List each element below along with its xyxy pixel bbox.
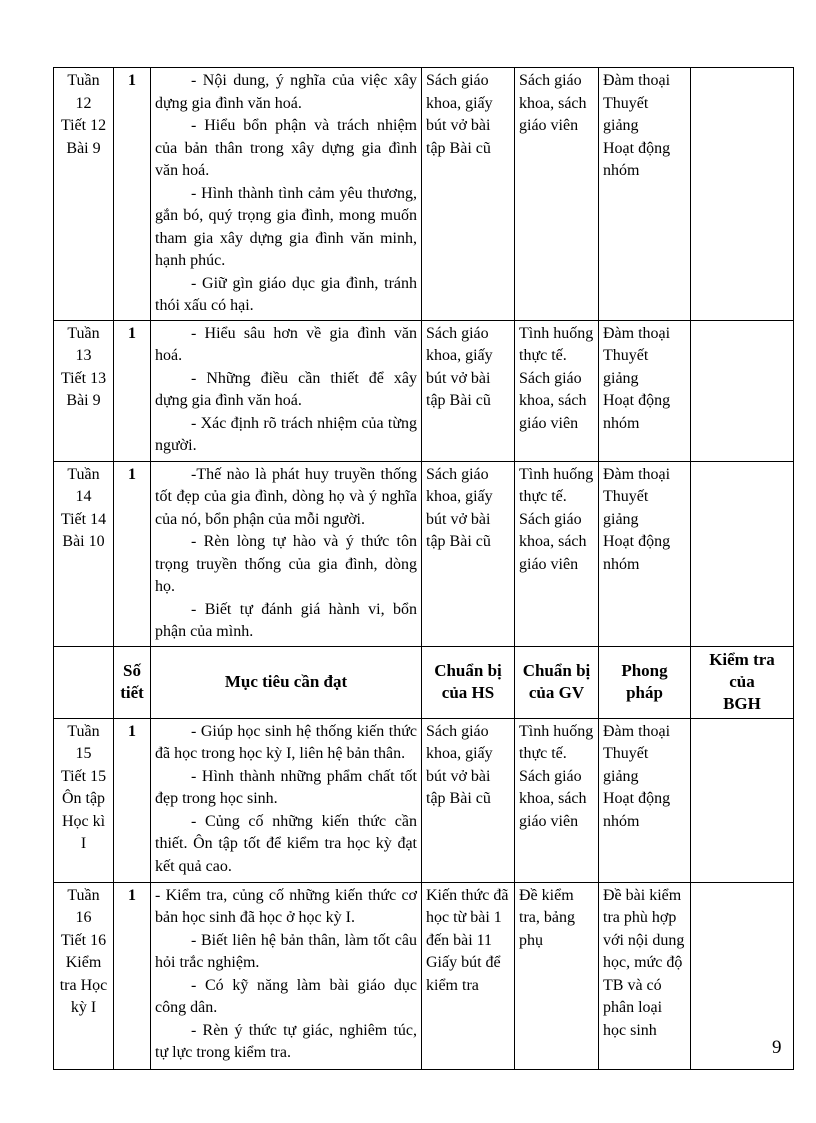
periods-cell: 1 <box>114 320 151 461</box>
objective-item: - Hiểu bổn phận và trách nhiệm của bản thân trong xây dựng gia đình văn hoá. <box>155 117 417 179</box>
objective-item: - Biết liên hệ bản thân, làm tốt câu hỏi trắc nghiệm. <box>155 931 417 971</box>
review-cell <box>691 461 794 646</box>
method-cell: Đàm thoại Thuyết giảng Hoạt động nhóm <box>599 461 691 646</box>
table-row <box>54 718 794 882</box>
periods-cell: 1 <box>114 882 151 1069</box>
objective-item: - Những điều cần thiết để xây dựng gia đình văn hoá. <box>155 369 417 409</box>
objective-item: - Giữ gìn giáo dục gia đình, tránh thói xấu có hại. <box>155 274 417 314</box>
week-cell: Tuần 15 Tiết 15 Ôn tập Học kì I <box>54 718 114 882</box>
objectives-cell <box>151 320 422 461</box>
header-week <box>54 646 114 718</box>
student-prep-cell: Sách giáo khoa, giấy bút vở bài tập Bài cũ <box>422 461 515 646</box>
table-row <box>54 882 794 1069</box>
review-cell <box>691 718 794 882</box>
table-row <box>54 461 794 646</box>
week-cell: Tuần 13 Tiết 13 Bài 9 <box>54 320 114 461</box>
objective-item: -Thế nào là phát huy truyền thống tốt đẹp của gia đình, dòng họ và ý nghĩa của nó, bổn phận của mỗi người. <box>155 465 417 528</box>
objective-item: - Củng cố những kiến thức cần thiết. Ôn tập tốt để kiểm tra học kỳ đạt kết quả cao. <box>155 812 417 875</box>
week-cell: Tuần 14 Tiết 14 Bài 10 <box>54 461 114 646</box>
objective-item: - Hình thành những phẩm chất tốt đẹp trong học sinh. <box>155 767 417 807</box>
lesson-plan-table <box>53 67 794 1070</box>
teacher-prep-cell: Tình huống thực tế. Sách giáo khoa, sách giáo viên <box>515 461 599 646</box>
objective-item: - Rèn lòng tự hào và ý thức tôn trọng truyền thống của gia đình, dòng họ. <box>155 533 417 595</box>
method-cell: Đàm thoại Thuyết giảng Hoạt động nhóm <box>599 68 691 321</box>
method-cell: Đàm thoại Thuyết giảng Hoạt động nhóm <box>599 320 691 461</box>
objective-item: - Giúp học sinh hệ thống kiến thức đã học trong học kỳ I, liên hệ bản thân. <box>155 722 417 762</box>
teacher-prep-cell: Đề kiểm tra, bảng phụ <box>515 882 599 1069</box>
header-student-prep: Chuẩn bị của HS <box>422 646 515 718</box>
objective-item: - Hình thành tình cảm yêu thương, gắn bó, quý trọng gia đình, mong muốn tham gia xây dựng gia đình văn minh, hạnh phúc. <box>155 184 417 269</box>
objective-item: - Rèn ý thức tự giác, nghiêm túc, tự lực trong kiểm tra. <box>155 1021 417 1061</box>
periods-cell: 1 <box>114 461 151 646</box>
week-cell: Tuần 16 Tiết 16 Kiểm tra Học kỳ I <box>54 882 114 1069</box>
student-prep-cell: Sách giáo khoa, giấy bút vở bài tập Bài cũ <box>422 718 515 882</box>
header-teacher-prep: Chuẩn bị của GV <box>515 646 599 718</box>
objectives-cell <box>151 461 422 646</box>
method-cell: Đàm thoại Thuyết giảng Hoạt động nhóm <box>599 718 691 882</box>
review-cell <box>691 320 794 461</box>
method-cell: Đề bài kiểm tra phù hợp với nội dung học, mức độ TB và có phân loại học sinh <box>599 882 691 1069</box>
teacher-prep-cell: Tình huống thực tế. Sách giáo khoa, sách giáo viên <box>515 320 599 461</box>
periods-cell: 1 <box>114 68 151 321</box>
header-periods: Số tiết <box>114 646 151 718</box>
student-prep-cell: Kiến thức đã học từ bài 1 đến bài 11 Giấy bút để kiểm tra <box>422 882 515 1069</box>
table-row <box>54 68 794 321</box>
periods-cell: 1 <box>114 718 151 882</box>
header-review: Kiểm tra của BGH <box>691 646 794 718</box>
teacher-prep-cell: Tình huống thực tế. Sách giáo khoa, sách giáo viên <box>515 718 599 882</box>
objective-item: - Nội dung, ý nghĩa của việc xây dựng gia đình văn hoá. <box>155 72 417 112</box>
week-cell: Tuần 12 Tiết 12 Bài 9 <box>54 68 114 321</box>
header-objectives: Mục tiêu cần đạt <box>151 646 422 718</box>
student-prep-cell: Sách giáo khoa, giấy bút vở bài tập Bài cũ <box>422 68 515 321</box>
objectives-cell <box>151 718 422 882</box>
objective-item: - Xác định rõ trách nhiệm của từng người. <box>155 414 417 454</box>
header-row <box>54 646 794 718</box>
objective-item: - Biết tự đánh giá hành vi, bổn phận của mình. <box>155 600 417 640</box>
header-method: Phong pháp <box>599 646 691 718</box>
objective-item: - Hiểu sâu hơn về gia đình văn hoá. <box>155 324 417 364</box>
objectives-cell <box>151 68 422 321</box>
objective-item: - Kiểm tra, củng cố những kiến thức cơ bản học sinh đã học ở học kỳ I. <box>155 886 417 926</box>
page-number: 9 <box>772 1037 782 1058</box>
teacher-prep-cell: Sách giáo khoa, sách giáo viên <box>515 68 599 321</box>
objective-item: - Có kỹ năng làm bài giáo dục công dân. <box>155 976 417 1016</box>
table-row <box>54 320 794 461</box>
student-prep-cell: Sách giáo khoa, giấy bút vở bài tập Bài cũ <box>422 320 515 461</box>
review-cell <box>691 68 794 321</box>
objectives-cell <box>151 882 422 1069</box>
